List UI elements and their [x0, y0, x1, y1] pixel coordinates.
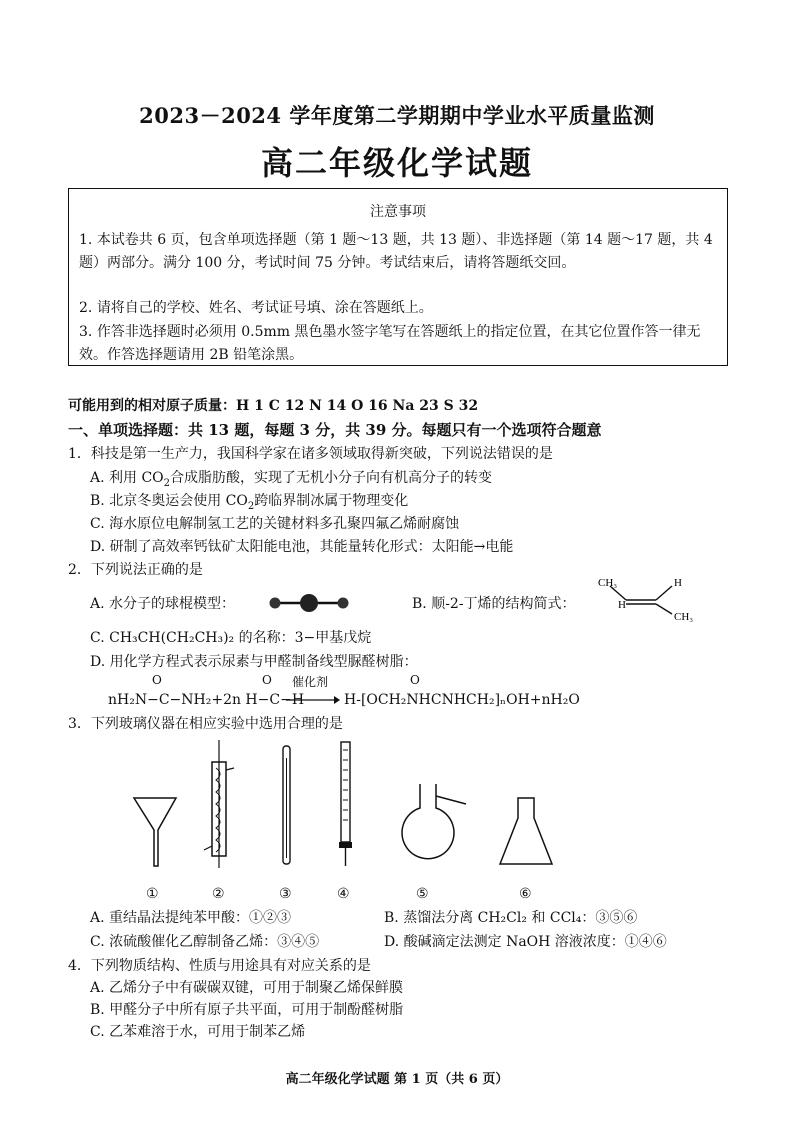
q3-option-d: D. 酸碱滴定法测定 NaOH 溶液浓度：①④⑥ [384, 934, 667, 950]
q3-option-b: B. 蒸馏法分离 CH₂Cl₂ 和 CCl₄：③⑤⑥ [384, 910, 638, 926]
thermometer-icon [283, 746, 290, 864]
svg-text:H: H [618, 599, 626, 611]
q1-stem: 1．科技是第一生产力，我国科学家在诸多领域取得新突破，下列说法错误的是 [68, 446, 553, 462]
q2-option-a: A. 水分子的球棍模型： [90, 596, 236, 612]
eq-left-side: nH₂N−C−NH₂+2n H−C−H [108, 692, 305, 708]
reaction-arrow [286, 694, 340, 706]
notice-item-1: 1. 本试卷共 6 页，包含单项选择题（第 1 题～13 题，共 13 题）、非选择题（第 14 题～17 题，共 4 题）两部分。满分 100 分，考试时间 75 分钟。考试结束后，请将答题纸交回。 [79, 232, 713, 271]
q3-option-a: A. 重结晶法提纯苯甲酸：①②③ [90, 910, 292, 926]
section-1-heading: 一、单项选择题：共 13 题，每题 3 分，共 39 分。每题只有一个选项符合题意 [68, 421, 602, 439]
q1-option-d: D. 研制了高效率钙钛矿太阳能电池，其能量转化形式：太阳能→电能 [90, 539, 514, 555]
q4-option-c: C. 乙苯难溶于水，可用于制苯乙烯 [90, 1024, 306, 1040]
eq-formaldehyde-oxygen: O [262, 673, 272, 687]
q4-option-b: B. 甲醛分子中所有原子共平面，可用于制酚醛树脂 [90, 1002, 404, 1018]
eq-right-side: H-[OCH₂NHCNHCH₂]ₙOH+nH₂O [344, 692, 580, 708]
condenser-icon [204, 740, 234, 868]
erlenmeyer-flask-icon [500, 798, 552, 864]
label-4: ④ [337, 886, 350, 902]
label-2: ② [212, 886, 225, 902]
svg-text:CH₃: CH₃ [598, 577, 618, 589]
q4-option-a: A. 乙烯分子中有碳碳双键，可用于制聚乙烯保鲜膜 [90, 980, 404, 996]
svg-text:H: H [674, 577, 682, 589]
eq-urea-oxygen: O [152, 673, 162, 687]
label-6: ⑥ [519, 886, 532, 902]
atomic-masses: 可能用到的相对原子质量：H 1 C 12 N 14 O 16 Na 23 S 32 [68, 398, 479, 414]
funnel-icon [134, 798, 176, 866]
glassware-illustrations [120, 738, 560, 878]
cis-2-butene-structure [596, 572, 696, 622]
label-3: ③ [279, 886, 292, 902]
q2-option-d: D. 用化学方程式表示尿素与甲醛制备线型脲醛树脂： [90, 654, 418, 670]
page-footer: 高二年级化学试题 第 1 页（共 6 页） [285, 1072, 509, 1087]
q1-option-b: B. 北京冬奥运会使用 $CO_2$跨临界制冰属于物理变化 [90, 493, 409, 512]
distilling-flask-icon [402, 784, 466, 859]
eq-catalyst: 催化剂 [292, 675, 329, 689]
notice-heading: 注意事项 [370, 204, 426, 220]
notice-item-3: 3. 作答非选择题时必须用 0.5mm 黑色墨水签字笔写在答题纸上的指定位置，在其它位置作答一律无效。作答选择题请用 2B 铅笔涂黑。 [79, 324, 701, 363]
label-5: ⑤ [416, 886, 429, 902]
notice-item-2: 2. 请将自己的学校、姓名、考试证号填、涂在答题纸上。 [79, 300, 433, 316]
eq-product-oxygen: O [410, 673, 420, 687]
label-1: ① [146, 886, 159, 902]
q4-stem: 4．下列物质结构、性质与用途具有对应关系的是 [68, 958, 371, 974]
exam-title-line1: 2023－2024 学年度第二学期期中学业水平质量监测 [139, 103, 655, 128]
q1-option-c: C. 海水原位电解制氢工艺的关键材料多孔聚四氟乙烯耐腐蚀 [90, 516, 460, 532]
water-ball-stick-model [264, 590, 354, 616]
q1-option-a: A. 利用 $CO_2$合成脂肪酸，实现了无机小分子向有机高分子的转变 [90, 470, 493, 489]
q2-option-b: B. 顺-2-丁烯的结构简式： [412, 596, 576, 612]
svg-text:CH₃: CH₃ [674, 611, 694, 622]
burette-icon [339, 742, 352, 866]
q2-stem: 2．下列说法正确的是 [68, 562, 203, 578]
q3-stem: 3．下列玻璃仪器在相应实验中选用合理的是 [68, 716, 343, 732]
q2-option-c: C. CH₃CH(CH₂CH₃)₂ 的名称：3−甲基戊烷 [90, 630, 372, 646]
q3-option-c: C. 浓硫酸催化乙醇制备乙烯：③④⑤ [90, 934, 320, 950]
exam-title-line2: 高二年级化学试题 [260, 144, 533, 182]
notice-box [68, 188, 728, 366]
